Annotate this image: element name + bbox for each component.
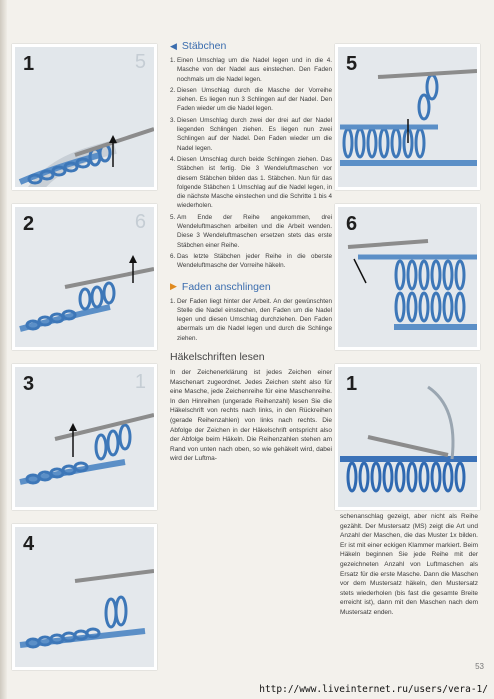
triangle-right-icon: ▶: [170, 281, 177, 292]
step-number-ghost: 5: [134, 51, 146, 73]
step-number: 1: [23, 53, 35, 75]
triangle-left-icon: ◀: [170, 40, 177, 51]
photo-step-2: [12, 204, 157, 350]
paragraph-continuation: schenanschlag gezeigt, aber nicht als Reihe gezählt. Der Mustersatz (MS) zeigt die Art und Anzahl der Maschen, die das Muster 1x bilden. Er ist mit einer eckigen Klammer markiert. Beim Häkeln beginnen Sie jede Reihe mit der gezeichneten Anzahl von Luftmaschen als Ersatz für die erste Masche. Dann die Maschen vor dem Mustersatz häkeln, den Mustersatz stets wiederholen (bis fast die gesamte Breite erreicht ist), dann mit den Maschen nach dem Mustersatz enden.: [340, 513, 478, 616]
paragraph-haekelschriften: In der Zeichenerklärung ist jedes Zeichen einer Maschenart zugeordnet. Jedes Zeichen steht also für eine Masche, jede Zeichenreihe für eine Maschenreihe. In den Hinreihen (ungerade Reihenzahl) lesen Sie die Häkelschrift von rechts nach links, in den Rückreihen (gerade Reihenzahlen) von links nach rechts. Die Abfolge der Zeichen in der Häkelschrift entspricht also der Abfolge beim Häkeln. Die Reihenzahlen stehen am Rand von unten nach oben, so wie gehäkelt wird, dabei wird der Luftma-: [170, 369, 332, 463]
step-number: 3: [23, 373, 35, 395]
step-number: 4: [23, 533, 35, 555]
page-spine: [0, 0, 7, 699]
step-number-ghost: 6: [134, 211, 146, 233]
list-item: 5. Am Ende der Reihe angekommen, drei Wendeluftmaschen arbeiten und die Arbeit wenden. Diese 3 Wendeluftmaschen ersetzen stets das erste Stäbchen einer Reihe.: [170, 213, 332, 249]
crochet-photo: [338, 367, 477, 507]
section-heading-haekelschriften: Häkelschriften lesen: [170, 351, 265, 364]
step-number: 1: [346, 373, 358, 395]
faden-steps: [170, 297, 332, 343]
crochet-photo: [15, 527, 154, 667]
photo-join-1: [335, 364, 480, 510]
watermark-url: http://www.liveinternet.ru/users/vera-1/: [259, 684, 488, 695]
crochet-photo: [338, 47, 477, 187]
crochet-photo: [15, 207, 154, 347]
crochet-photo: [338, 207, 477, 347]
photo-step-6: [335, 204, 480, 350]
continuation-column: [340, 512, 478, 618]
photo-step-5: [335, 44, 480, 190]
list-item: 3. Diesen Umschlag durch zwei der drei auf der Nadel liegenden Schlingen ziehen. Es liegen nun zwei Schlingen auf der Nadel. Den Faden wieder um die Nadel legen.: [170, 116, 332, 152]
photo-step-4: [12, 524, 157, 670]
photo-step-1: [12, 44, 157, 190]
step-number: 2: [23, 213, 35, 235]
instructions-column: [170, 40, 332, 464]
list-item: 2. Diesen Umschlag durch die Masche der Vorreihe ziehen. Es liegen nun 3 Schlingen auf der Nadel. Den Faden wieder um die Nadel legen.: [170, 86, 332, 113]
staebchen-steps: [170, 56, 332, 271]
section-heading-faden: ▶ Faden anschlingen: [170, 280, 271, 293]
list-item: 6. Das letzte Stäbchen jeder Reihe in die oberste Wendeluftmasche der Vorreihe häkeln.: [170, 252, 332, 270]
step-number: 5: [346, 53, 358, 75]
crochet-photo: [15, 367, 154, 507]
list-item: 4. Diesen Umschlag durch beide Schlingen ziehen. Das Stäbchen ist fertig. Die 3 Wendeluftmaschen vor diesem Stäbchen bilden das 1. Stäbchen. Nun für das folgende Stäbchen 1 Umschlag auf die Nadel legen, in die nächste Masche einstechen und die Schritte 1 bis 4 wiederholen.: [170, 155, 332, 210]
crochet-photo: [15, 47, 154, 187]
list-item: 1. Einen Umschlag um die Nadel legen und in die 4. Masche von der Nadel aus einstechen. Den Faden nochmals um die Nadel legen.: [170, 57, 332, 83]
page-number: 53: [475, 662, 484, 671]
photo-step-3: [12, 364, 157, 510]
step-number: 6: [346, 213, 358, 235]
section-heading-staebchen: ◀ Stäbchen: [170, 40, 227, 52]
step-number-ghost: 1: [134, 371, 146, 393]
list-item: 1. Der Faden liegt hinter der Arbeit. An der gewünschten Stelle die Nadel einstechen, den Faden um die Nadel legen und diesen Umschlag durchziehen. Den Faden abermals um die Nadel legen und durch die Schlinge ziehen.: [170, 297, 332, 342]
